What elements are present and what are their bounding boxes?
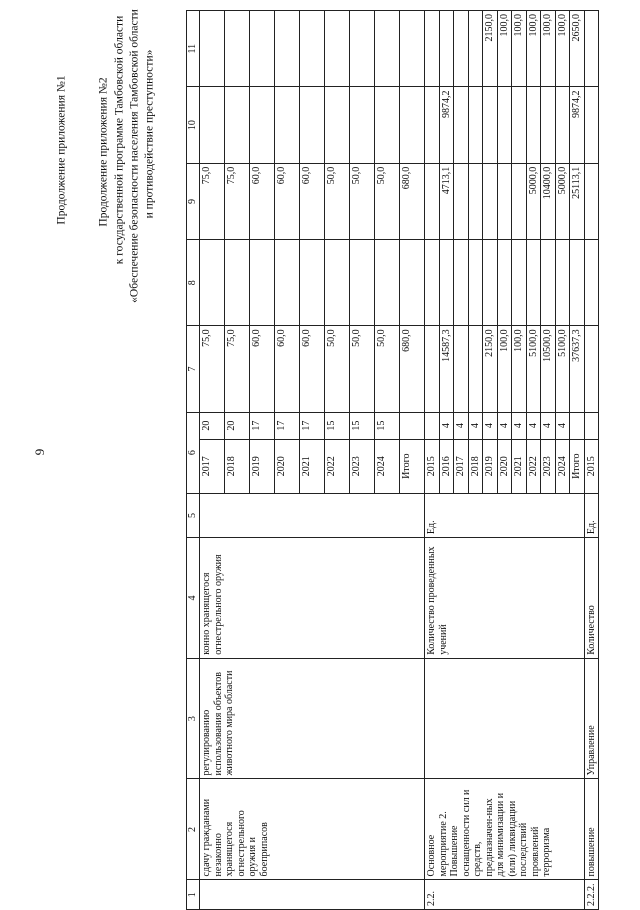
other-funding bbox=[439, 11, 454, 87]
federal-funding bbox=[555, 240, 570, 326]
year-cell: 2023 bbox=[541, 439, 556, 493]
total-funding: 75,0 bbox=[225, 326, 250, 412]
col-header-3: 3 bbox=[187, 658, 200, 779]
regional-funding: 50,0 bbox=[350, 163, 375, 239]
responsible-executor bbox=[425, 658, 585, 779]
indicator-name: Количество bbox=[584, 538, 599, 659]
program-title-2: и противодействие преступности» bbox=[143, 49, 156, 219]
local-funding bbox=[300, 87, 325, 163]
other-funding bbox=[375, 11, 400, 87]
regional-funding bbox=[512, 163, 527, 239]
col-header-1: 1 bbox=[187, 880, 200, 910]
total-funding: 5100,0 bbox=[526, 326, 541, 412]
total-funding: 100,0 bbox=[497, 326, 512, 412]
regional-funding: 60,0 bbox=[250, 163, 275, 239]
regional-funding: 5000,0 bbox=[555, 163, 570, 239]
other-funding bbox=[400, 11, 425, 87]
regional-funding: 50,0 bbox=[325, 163, 350, 239]
local-funding bbox=[400, 87, 425, 163]
total-funding: 2150,0 bbox=[483, 326, 498, 412]
indicator-value bbox=[425, 412, 440, 439]
indicator-value bbox=[570, 412, 585, 439]
local-funding bbox=[454, 87, 469, 163]
local-funding bbox=[250, 87, 275, 163]
other-funding: 100,0 bbox=[512, 11, 527, 87]
total-funding: 10500,0 bbox=[541, 326, 556, 412]
local-funding bbox=[325, 87, 350, 163]
local-funding bbox=[483, 87, 498, 163]
other-funding bbox=[250, 11, 275, 87]
indicator-value: 4 bbox=[439, 412, 454, 439]
local-funding bbox=[275, 87, 300, 163]
total-funding bbox=[454, 326, 469, 412]
federal-funding bbox=[512, 240, 527, 326]
row-number: 2.2.2. bbox=[584, 880, 599, 910]
federal-funding bbox=[200, 240, 225, 326]
indicator-value: 4 bbox=[483, 412, 498, 439]
federal-funding bbox=[350, 240, 375, 326]
indicator-value bbox=[400, 412, 425, 439]
measure-description: сдачу гражданами незаконно хранящегося огнестрельного оружия и боеприпасов bbox=[200, 779, 425, 880]
federal-funding bbox=[483, 240, 498, 326]
col-header-9: 9 bbox=[187, 163, 200, 239]
year-cell: Итого bbox=[400, 439, 425, 493]
local-funding: 9874,2 bbox=[439, 87, 454, 163]
program-line: к государственной программе Тамбовской области bbox=[113, 15, 126, 265]
regional-funding bbox=[584, 163, 599, 239]
total-funding bbox=[425, 326, 440, 412]
col-header-10: 10 bbox=[187, 87, 200, 163]
col-header-6: 6 bbox=[187, 412, 200, 493]
regional-funding bbox=[468, 163, 483, 239]
local-funding bbox=[584, 87, 599, 163]
total-funding: 60,0 bbox=[300, 326, 325, 412]
regional-funding: 5000,0 bbox=[526, 163, 541, 239]
total-funding: 5100,0 bbox=[555, 326, 570, 412]
federal-funding bbox=[454, 240, 469, 326]
year-cell: 2024 bbox=[375, 439, 400, 493]
indicator-value: 17 bbox=[250, 412, 275, 439]
total-funding: 75,0 bbox=[200, 326, 225, 412]
local-funding bbox=[200, 87, 225, 163]
other-funding: 2650,0 bbox=[570, 11, 585, 87]
indicator-name: конно хранящегося огнестрельного оружия bbox=[200, 538, 425, 659]
program-table-wrapper bbox=[186, 10, 597, 910]
regional-funding: 50,0 bbox=[375, 163, 400, 239]
other-funding bbox=[454, 11, 469, 87]
other-funding bbox=[300, 11, 325, 87]
local-funding bbox=[375, 87, 400, 163]
year-cell: 2019 bbox=[483, 439, 498, 493]
table-row bbox=[584, 11, 599, 910]
regional-funding: 60,0 bbox=[300, 163, 325, 239]
other-funding: 2150,0 bbox=[483, 11, 498, 87]
local-funding bbox=[526, 87, 541, 163]
measure-description: Основное мероприятие 2. Повышение оснащенности сил и средств, предназначен-ных для минимизации и (или) ликвидации последствий проявлений терроризма bbox=[425, 779, 585, 880]
regional-funding bbox=[425, 163, 440, 239]
indicator-value: 15 bbox=[325, 412, 350, 439]
other-funding bbox=[584, 11, 599, 87]
other-funding bbox=[275, 11, 300, 87]
unit: Ед. bbox=[584, 493, 599, 537]
year-cell: 2017 bbox=[200, 439, 225, 493]
other-funding bbox=[225, 11, 250, 87]
year-cell: 2023 bbox=[350, 439, 375, 493]
federal-funding bbox=[468, 240, 483, 326]
federal-funding bbox=[225, 240, 250, 326]
local-funding bbox=[468, 87, 483, 163]
year-cell: 2022 bbox=[325, 439, 350, 493]
other-funding bbox=[325, 11, 350, 87]
federal-funding bbox=[400, 240, 425, 326]
indicator-value: 4 bbox=[555, 412, 570, 439]
total-funding: 37637,3 bbox=[570, 326, 585, 412]
year-cell: 2022 bbox=[526, 439, 541, 493]
federal-funding bbox=[497, 240, 512, 326]
other-funding: 100,0 bbox=[497, 11, 512, 87]
col-header-11: 11 bbox=[187, 11, 200, 87]
regional-funding: 25113,1 bbox=[570, 163, 585, 239]
other-funding: 100,0 bbox=[555, 11, 570, 87]
year-cell: 2018 bbox=[468, 439, 483, 493]
local-funding: 9874,2 bbox=[570, 87, 585, 163]
year-cell: 2017 bbox=[454, 439, 469, 493]
other-funding bbox=[425, 11, 440, 87]
total-funding: 14587,3 bbox=[439, 326, 454, 412]
federal-funding bbox=[275, 240, 300, 326]
local-funding bbox=[541, 87, 556, 163]
regional-funding: 680,0 bbox=[400, 163, 425, 239]
federal-funding bbox=[439, 240, 454, 326]
other-funding: 100,0 bbox=[526, 11, 541, 87]
year-cell: 2015 bbox=[425, 439, 440, 493]
total-funding: 60,0 bbox=[250, 326, 275, 412]
indicator-value: 15 bbox=[350, 412, 375, 439]
indicator-value: 4 bbox=[512, 412, 527, 439]
total-funding: 50,0 bbox=[325, 326, 350, 412]
total-funding: 100,0 bbox=[512, 326, 527, 412]
regional-funding: 4713,1 bbox=[439, 163, 454, 239]
year-cell: 2016 bbox=[439, 439, 454, 493]
indicator-value: 20 bbox=[225, 412, 250, 439]
indicator-value: 4 bbox=[541, 412, 556, 439]
measure-description: повышение bbox=[584, 779, 599, 880]
local-funding bbox=[425, 87, 440, 163]
indicator-value: 4 bbox=[454, 412, 469, 439]
table-row bbox=[425, 11, 440, 910]
col-header-5: 5 bbox=[187, 493, 200, 537]
year-cell: 2020 bbox=[497, 439, 512, 493]
other-funding: 100,0 bbox=[541, 11, 556, 87]
regional-funding bbox=[454, 163, 469, 239]
local-funding bbox=[350, 87, 375, 163]
other-funding bbox=[350, 11, 375, 87]
year-cell: 2015 bbox=[584, 439, 599, 493]
program-title: «Обеспечение безопасности населения Тамбовской области bbox=[128, 9, 141, 303]
row-number: 2.2. bbox=[425, 880, 585, 910]
regional-funding bbox=[483, 163, 498, 239]
year-cell: 2021 bbox=[300, 439, 325, 493]
federal-funding bbox=[325, 240, 350, 326]
col-header-7: 7 bbox=[187, 326, 200, 412]
indicator-value: 17 bbox=[275, 412, 300, 439]
indicator-value: 17 bbox=[300, 412, 325, 439]
local-funding bbox=[512, 87, 527, 163]
year-cell: 2024 bbox=[555, 439, 570, 493]
indicator-value: 4 bbox=[497, 412, 512, 439]
federal-funding bbox=[570, 240, 585, 326]
indicator-value: 15 bbox=[375, 412, 400, 439]
local-funding bbox=[497, 87, 512, 163]
continuation-annex-2: Продолжение приложения №2 bbox=[97, 77, 110, 227]
responsible-executor: регулированию использования объектов животного мира области bbox=[200, 658, 425, 779]
regional-funding: 60,0 bbox=[275, 163, 300, 239]
table-row bbox=[200, 11, 225, 910]
federal-funding bbox=[526, 240, 541, 326]
total-funding bbox=[584, 326, 599, 412]
indicator-value: 20 bbox=[200, 412, 225, 439]
row-number bbox=[200, 880, 425, 910]
federal-funding bbox=[250, 240, 275, 326]
federal-funding bbox=[425, 240, 440, 326]
year-cell: 2021 bbox=[512, 439, 527, 493]
page-number: 9 bbox=[32, 448, 47, 456]
local-funding bbox=[225, 87, 250, 163]
total-funding: 60,0 bbox=[275, 326, 300, 412]
federal-funding bbox=[300, 240, 325, 326]
federal-funding bbox=[584, 240, 599, 326]
program-table bbox=[186, 10, 599, 910]
year-cell: 2020 bbox=[275, 439, 300, 493]
col-header-8: 8 bbox=[187, 240, 200, 326]
unit: Ед. bbox=[425, 493, 585, 537]
column-number-row bbox=[187, 11, 200, 910]
year-cell: Итого bbox=[570, 439, 585, 493]
year-cell: 2018 bbox=[225, 439, 250, 493]
unit bbox=[200, 493, 425, 537]
regional-funding: 10400,0 bbox=[541, 163, 556, 239]
regional-funding bbox=[497, 163, 512, 239]
indicator-value: 4 bbox=[526, 412, 541, 439]
regional-funding: 75,0 bbox=[200, 163, 225, 239]
total-funding: 50,0 bbox=[350, 326, 375, 412]
indicator-value: 4 bbox=[468, 412, 483, 439]
other-funding bbox=[468, 11, 483, 87]
year-cell: 2019 bbox=[250, 439, 275, 493]
total-funding: 680,0 bbox=[400, 326, 425, 412]
responsible-executor: Управление bbox=[584, 658, 599, 779]
regional-funding: 75,0 bbox=[225, 163, 250, 239]
other-funding bbox=[200, 11, 225, 87]
indicator-value bbox=[584, 412, 599, 439]
federal-funding bbox=[541, 240, 556, 326]
total-funding: 50,0 bbox=[375, 326, 400, 412]
total-funding bbox=[468, 326, 483, 412]
col-header-2: 2 bbox=[187, 779, 200, 880]
continuation-annex-1: Продолжение приложения №1 bbox=[55, 75, 68, 225]
federal-funding bbox=[375, 240, 400, 326]
local-funding bbox=[555, 87, 570, 163]
col-header-4: 4 bbox=[187, 538, 200, 659]
indicator-name: Количество проведенных учений bbox=[425, 538, 585, 659]
